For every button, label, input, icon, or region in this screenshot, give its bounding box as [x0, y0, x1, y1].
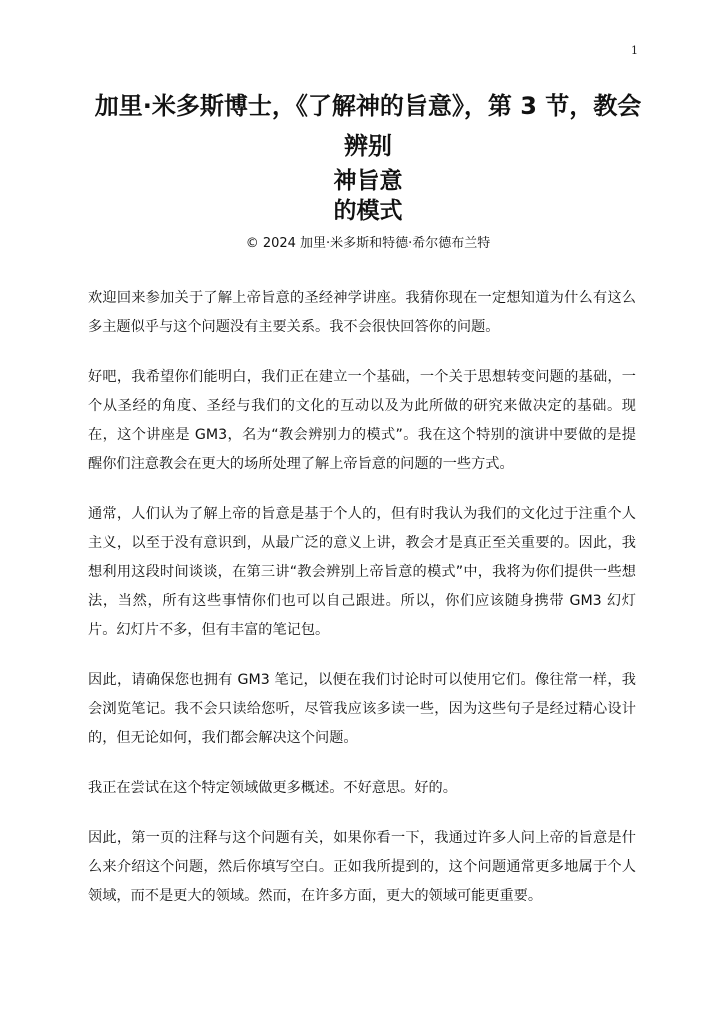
paragraph-4: 因此，请确保您也拥有 GM3 笔记，以便在我们讨论时可以使用它们。像往常一样，我会浏览笔记。我不会只读给您听，尽管我应该多读一些，因为这些句子是经过精心设计的，但无论如何，我们都会解决这个问题。 [88, 672, 636, 746]
page-number: 1 [631, 44, 638, 57]
paragraph-6: 因此，第一页的注释与这个问题有关，如果你看一下，我通过许多人问上帝的旨意是什么来介绍这个问题，然后你填写空白。正如我所提到的，这个问题通常更多地属于个人领域，而不是更大的领域。然而，在许多方面，更大的领域可能更重要。 [88, 830, 636, 904]
subtitle-line-2: 的模式 [333, 198, 403, 224]
subtitle-line-1: 神旨意 [333, 168, 403, 194]
paragraph-3: 通常，人们认为了解上帝的旨意是基于个人的，但有时我认为我们的文化过于注重个人主义，以至于没有意识到，从最广泛的意义上讲，教会才是真正至关重要的。因此，我想利用这段时间谈谈，在第三讲“教会辨别上帝旨意的模式”中，我将为你们提供一些想法，当然，所有这些事情你们也可以自己跟进。所以，你们应该随身携带 GM3 幻灯片。幻灯片不多，但有丰富的笔记包。 [88, 506, 636, 638]
lecture-subtitle [90, 166, 646, 226]
copyright-notice: © 2024 加里·米多斯和特德·希尔德布兰特 [245, 236, 491, 251]
paragraph-2: 好吧，我希望你们能明白，我们正在建立一个基础，一个关于思想转变问题的基础，一个从圣经的角度、圣经与我们的文化的互动以及为此所做的研究来做决定的基础。现在，这个讲座是 GM3，名为“教会辨别力的模式”。我在这个特别的演讲中要做的是提醒你们注意教会在更大的场所处理了解上帝旨意的问题的一些方式。 [88, 369, 636, 472]
paragraph-5: 我正在尝试在这个特定领域做更多概述。不好意思。好的。 [88, 780, 457, 796]
paragraph-1: 欢迎回来参加关于了解上帝旨意的圣经神学讲座。我猜你现在一定想知道为什么有这么多主题似乎与这个问题没有主要关系。我不会很快回答你的问题。 [88, 290, 636, 335]
page-title: 加里·米多斯博士，《了解神的旨意》，第 3 节，教会辨别 [94, 92, 642, 160]
document-body [88, 284, 636, 932]
